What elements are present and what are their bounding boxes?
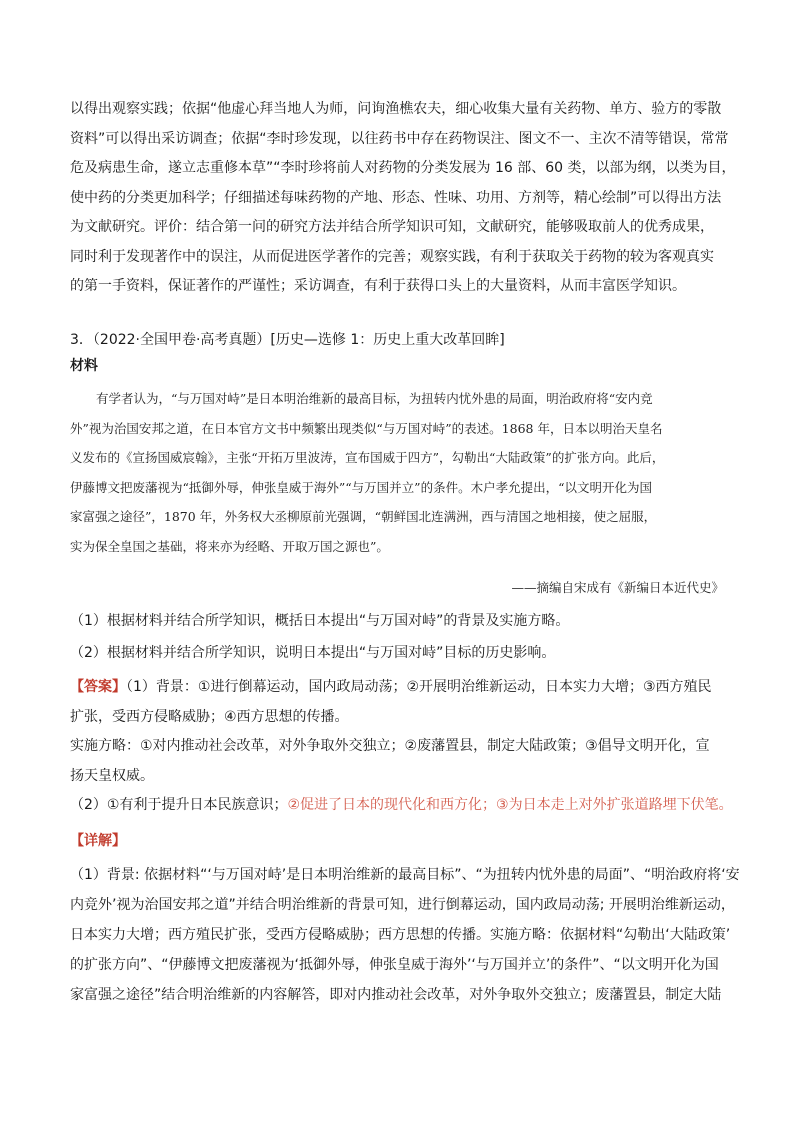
material-quote xyxy=(70,384,728,561)
answer-line: 扩张，受西方侵略威胁；④西方思想的传播。 xyxy=(70,708,349,725)
paragraph-line: 使中药的分类更加科学；仔细描述每味药物的产地、形态、性味、功用、方剂等，精心绘制”可以得出方法 xyxy=(70,189,722,206)
quote-line: 家富强之途径”，1870 年，外务权大丞柳原前光强调，“朝鲜国北连满洲，西与清国之地相接，使之屈服， xyxy=(70,509,657,524)
sub-question-1: （1）根据材料并结合所学知识，概括日本提出“与万国对峙”的背景及实施方略。 xyxy=(70,613,570,629)
answer-line: （2）①有利于提升日本民族意识；②促进了日本的现代化和西方化；③为日本走上对外扩张道路埋下伏笔。 xyxy=(70,797,733,813)
detail-paragraph xyxy=(70,860,740,1010)
answer-line: 扬天皇权威。 xyxy=(70,767,154,784)
answer-line: 实施方略：①对内推动社会改革，对外争取外交独立；②废藩置县，制定大陆政策；③倡导文明开化，宣 xyxy=(70,738,710,754)
paragraph-line: 危及病患生命，遂立志重修本草”“李时珍将前人对药物的分类发展为 16 部、60 类，以部为纲，以类为目， xyxy=(70,160,736,176)
quote-line: 有学者认为，“与万国对峙”是日本明治维新的最高目标，为扭转内忧外患的局面，明治政府将“安内竞 xyxy=(96,391,653,406)
quote-line: 伊藤博文把废藩视为“抵御外辱，伸张皇威于海外”“与万国并立”的条件。木户孝允提出，“以文明开化为国 xyxy=(70,479,652,495)
detail-line: 家富强之途径”结合明治维新的内容解答，即对内推动社会改革，对外争取外交独立；废藩置县，制定大陆 xyxy=(70,987,722,1003)
answer-line: 【答案】（1）背景：①进行倒幕运动，国内政局动荡；②开展明治维新运动，日本实力大增；③西方殖民 xyxy=(70,679,712,695)
material-source: ——摘编自宋成有《新编日本近代史》 xyxy=(511,580,724,595)
previous-answer-paragraph xyxy=(70,95,736,302)
quote-line: 义发布的《宣扬国威宸翰》，主张“开拓万里波涛，宣布国威于四方”，勾勒出“大陆政策”的扩张方向。此后， xyxy=(70,450,665,465)
quote-line: 外”视为治国安邦之道，在日本官方文书中频繁出现类似“与万国对峙”的表述。1868 年，日本以明治天皇名 xyxy=(70,420,663,436)
paragraph-line: 的第一手资料，保证著作的严谨性；采访调查，有利于获得口头上的大量资料，从而丰富医学知识。 xyxy=(70,278,686,294)
answer-block xyxy=(70,673,733,821)
answer-tag: 【答案】 xyxy=(70,679,126,695)
detail-line: （1）背景: 依据材料“‘与万国对峙’是日本明治维新的最高目标”、“为扭转内忧外患的局面”、“明治政府将‘安 xyxy=(70,867,740,883)
detail-line: 的扩张方向”、“伊藤博文把废藩视为‘抵御外辱，伸张皇威于海外’‘与万国并立’的条件”、“以文明开化为国 xyxy=(70,957,719,973)
paragraph-line: 为文献研究。评价：结合第一问的研究方法并结合所学知识可知，文献研究，能够吸取前人的优秀成果， xyxy=(70,219,714,235)
paragraph-line: 以得出观察实践；依据“他虚心拜当地人为师，问询渔樵农夫，细心收集大量有关药物、单方、验方的零散 xyxy=(70,101,722,117)
detail-line: 日本实力大增；西方殖民扩张，受西方侵略威胁；西方思想的传播。实施方略：依据材料“勾勒出‘大陆政策’ xyxy=(70,927,731,943)
paragraph-line: 同时利于发现著作中的误注，从而促进医学著作的完善；观察实践，有利于获取关于药物的较为客观真实 xyxy=(70,248,714,265)
quote-line: 实为保全皇国之基础，将来亦为经略、开取万国之源也”。 xyxy=(70,538,389,554)
detail-tag: 【详解】 xyxy=(70,833,126,849)
paragraph-line: 资料”可以得出采访调查；依据“李时珍发现，以往药书中存在药物误注、图文不一、主次不清等错误，常常 xyxy=(70,130,729,147)
sub-question-2: （2）根据材料并结合所学知识，说明日本提出“与万国对峙”目标的历史影响。 xyxy=(70,645,556,661)
material-heading: 材料 xyxy=(70,358,98,374)
detail-line: 内竞外’视为治国安邦之道”并结合明治维新的背景可知，进行倒幕运动，国内政局动荡; 开展明治维新运动， xyxy=(70,897,735,913)
question-title: 3．（2022·全国甲卷·高考真题）[历史—选修 1：历史上重大改革回眸] xyxy=(70,332,505,348)
